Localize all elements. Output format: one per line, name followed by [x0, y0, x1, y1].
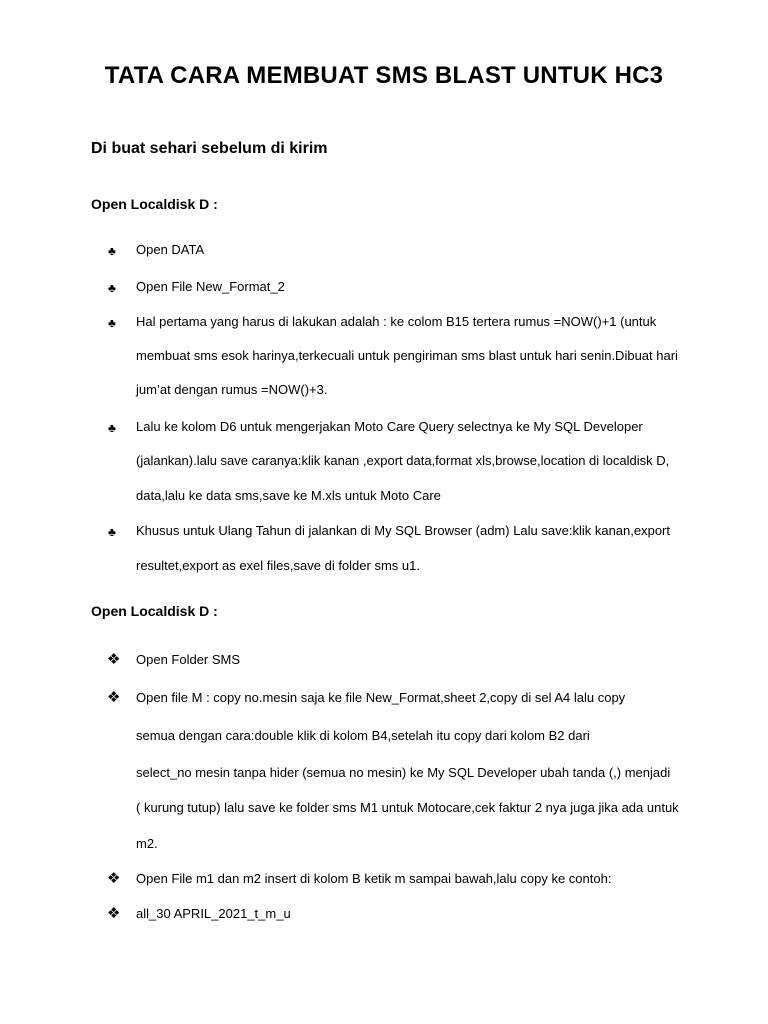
document-title: TATA CARA MEMBUAT SMS BLAST UNTUK HC3 — [104, 62, 664, 89]
list-item-line: ( kurung tutup) lalu save ke folder sms M1 untuk Motocare,cek faktur 2 nya juga jika ada untuk — [136, 800, 679, 815]
club-bullet-icon: ♣ — [108, 421, 116, 435]
document-subtitle: Di buat sehari sebelum di kirim — [91, 140, 328, 157]
list-item-line: m2. — [136, 836, 158, 851]
list-item-line: Open file M : copy no.mesin saja ke file New_Format,sheet 2,copy di sel A4 lalu copy — [136, 690, 626, 705]
list-item-line: Open File New_Format_2 — [136, 279, 285, 294]
list-item-line: Hal pertama yang harus di lakukan adalah : ke colom B15 tertera rumus =NOW()+1 (untuk — [136, 314, 657, 329]
list-item-line: Lalu ke kolom D6 untuk mengerjakan Moto Care Query selectnya ke My SQL Developer — [136, 419, 643, 434]
diamond-bullet-icon: ❖ — [107, 651, 121, 668]
club-bullet-icon: ♣ — [108, 525, 116, 539]
list-item-line: Open File m1 dan m2 insert di kolom B ketik m sampai bawah,lalu copy ke contoh: — [136, 871, 612, 886]
section-heading-2: Open Localdisk D : — [91, 603, 218, 619]
list-item-line: semua dengan cara:double klik di kolom B4,setelah itu copy dari kolom B2 dari — [136, 728, 590, 743]
list-item-line: jum’at dengan rumus =NOW()+3. — [136, 382, 328, 397]
list-item-line: (jalankan).lalu save caranya:klik kanan ,export data,format xls,browse,location di localdisk D, — [136, 453, 670, 468]
list-item-line: membuat sms esok harinya,terkecuali untuk pengiriman sms blast untuk hari senin.Dibuat hari — [136, 348, 678, 363]
list-item-line: all_30 APRIL_2021_t_m_u — [136, 906, 291, 921]
diamond-bullet-icon: ❖ — [107, 689, 121, 706]
list-item-line: Khusus untuk Ulang Tahun di jalankan di My SQL Browser (adm) Lalu save:klik kanan,export — [136, 523, 671, 538]
section-heading-1: Open Localdisk D : — [91, 196, 218, 212]
diamond-bullet-icon: ❖ — [107, 870, 121, 887]
club-bullet-icon: ♣ — [108, 244, 116, 258]
list-item-line: resultet,export as exel files,save di folder sms u1. — [136, 558, 420, 573]
list-item-line: data,lalu ke data sms,save ke M.xls untuk Moto Care — [136, 488, 441, 503]
club-bullet-icon: ♣ — [108, 281, 116, 295]
list-item-line: Open Folder SMS — [136, 652, 241, 667]
club-bullet-icon: ♣ — [108, 316, 116, 330]
list-item-line: select_no mesin tanpa hider (semua no mesin) ke My SQL Developer ubah tanda (,) menjadi — [136, 765, 671, 780]
list-item-line: Open DATA — [136, 242, 205, 257]
diamond-bullet-icon: ❖ — [107, 905, 121, 922]
